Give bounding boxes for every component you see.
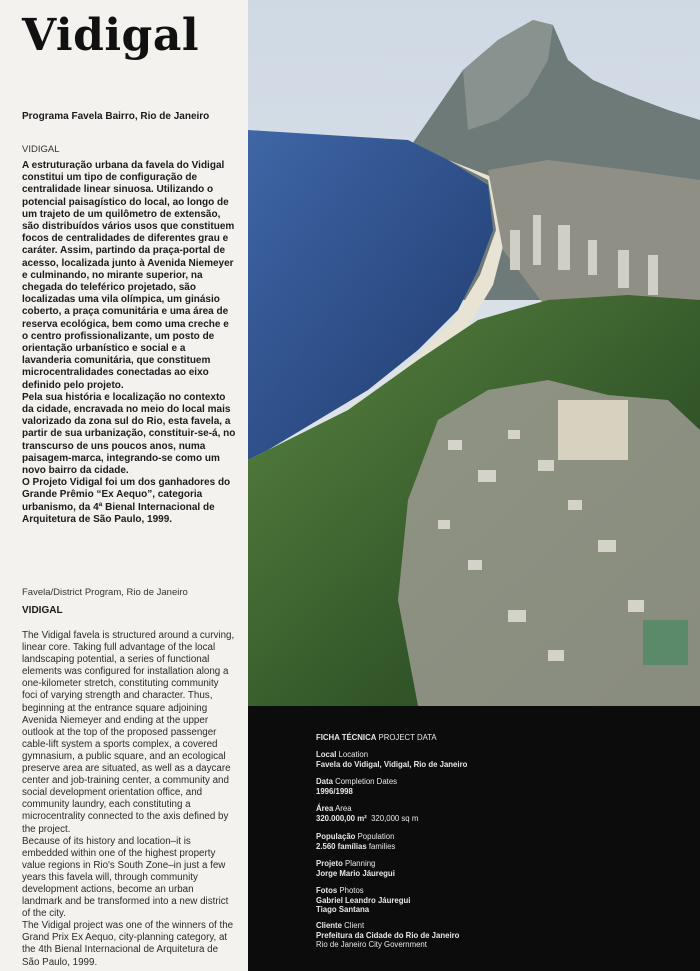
page-title: Vidigal <box>22 10 200 61</box>
subtitle-pt: Programa Favela Bairro, Rio de Janeiro <box>22 111 210 122</box>
field-population: População Population 2.560 famílias families <box>316 832 396 851</box>
body-pt-paragraph-2: Pela sua história e localização no contexto da cidade, encravada no meio do local mais valorizado da zona sul do Rio, esta favela, a partir de sua urbanização, constituir-se-á, no transcurso de uns poucos anos, numa paisagem-marca, integrando-se como um novo bairro da cidade. <box>22 391 236 477</box>
body-en-paragraph-1: The Vidigal favela is structured around a curving, linear core. Taking full advantage of the local landscaping potential, a series of functional elements was configured for installation along a one-kilometer stretch, constituting community foci of varying strength and character. Thus, beginning at the entrance square adjoining Avenida Niemeyer and ending at the upper outlook at the top of the proposed passenger cable-lift system a sports complex, a covered gymnasium, a public square, and an ecological preserve area are situated, as well as a daycare center and job-training center, a community and social development orientation office, and community laundry, each constituting a microcentrality connected to the axis defined by the project. <box>22 630 235 835</box>
label-en: VIDIGAL <box>22 605 63 616</box>
field-date: Data Completion Dates 1996/1998 <box>316 777 398 796</box>
body-pt-paragraph-3: O Projeto Vidigal foi um dos ganhadores do Grande Prêmio “Ex Aequo”, categoria urbanismo, da 4ª Bienal Internacional de Arquitetura de São Paulo, 1999. <box>22 477 231 525</box>
aerial-photo-illustration <box>248 0 700 706</box>
field-client: Cliente Client Prefeitura da Cidade do Rio de Janeiro Rio de Janeiro City Government <box>316 921 460 950</box>
body-text-pt <box>22 160 236 526</box>
field-area: Área Area 320.000,00 m² 320,000 sq m <box>316 804 419 823</box>
label-pt: VIDIGAL <box>22 144 60 155</box>
field-location: Local Location Favela do Vidigal, Vidigal, Rio de Janeiro <box>316 750 468 769</box>
project-data-panel <box>248 706 700 971</box>
field-planning: Projeto Planning Jorge Mario Jáuregui <box>316 859 395 878</box>
body-pt-paragraph-1: A estruturação urbana da favela do Vidigal constitui um tipo de configuração de centralidade linear sinuosa. Utilizando o potencial paisagístico do local, ao longo de um trajeto de um quilômetro de extensão, são distribuídos vários usos que constituem focos de centralidades de diferentes grau e caráter. Assim, partindo da praça-portal de acesso, localizada junto à Avenida Niemeyer e culminando, no mirante superior, na chegada do teleférico projetado, são localizadas uma vila olímpica, um ginásio coberto, a praça comunitária e uma área de reserva ecológica, bem como uma creche e o centro profissionalizante, um posto de orientação urbanístico e social e a lavanderia comunitária, que constituem microcentralidades conectadas ao eixo definido pelo projeto. <box>22 160 235 391</box>
text-column <box>0 0 248 971</box>
ficha-heading: FICHA TÉCNICA PROJECT DATA <box>316 733 437 742</box>
court <box>643 620 688 665</box>
subtitle-en: Favela/District Program, Rio de Janeiro <box>22 587 188 598</box>
body-en-paragraph-2: Because of its history and location–it is embedded within one of the highest property value regions in Rio's South Zone–in just a few years this favela will, through community development actions, become an urban landmark and be transformed into a new district of the city. <box>22 835 229 920</box>
sports-field <box>558 400 628 460</box>
field-photos: Fotos Photos Gabriel Leandro Jáuregui Tiago Santana <box>316 886 411 915</box>
body-text-en <box>22 630 236 969</box>
body-en-paragraph-3: The Vidigal project was one of the winners of the Grand Prix Ex Aequo, city-planning category, at the 4th Bienal Internacional de Arquitetura de São Paulo, 1999. <box>22 920 234 968</box>
aerial-photo <box>248 0 700 706</box>
